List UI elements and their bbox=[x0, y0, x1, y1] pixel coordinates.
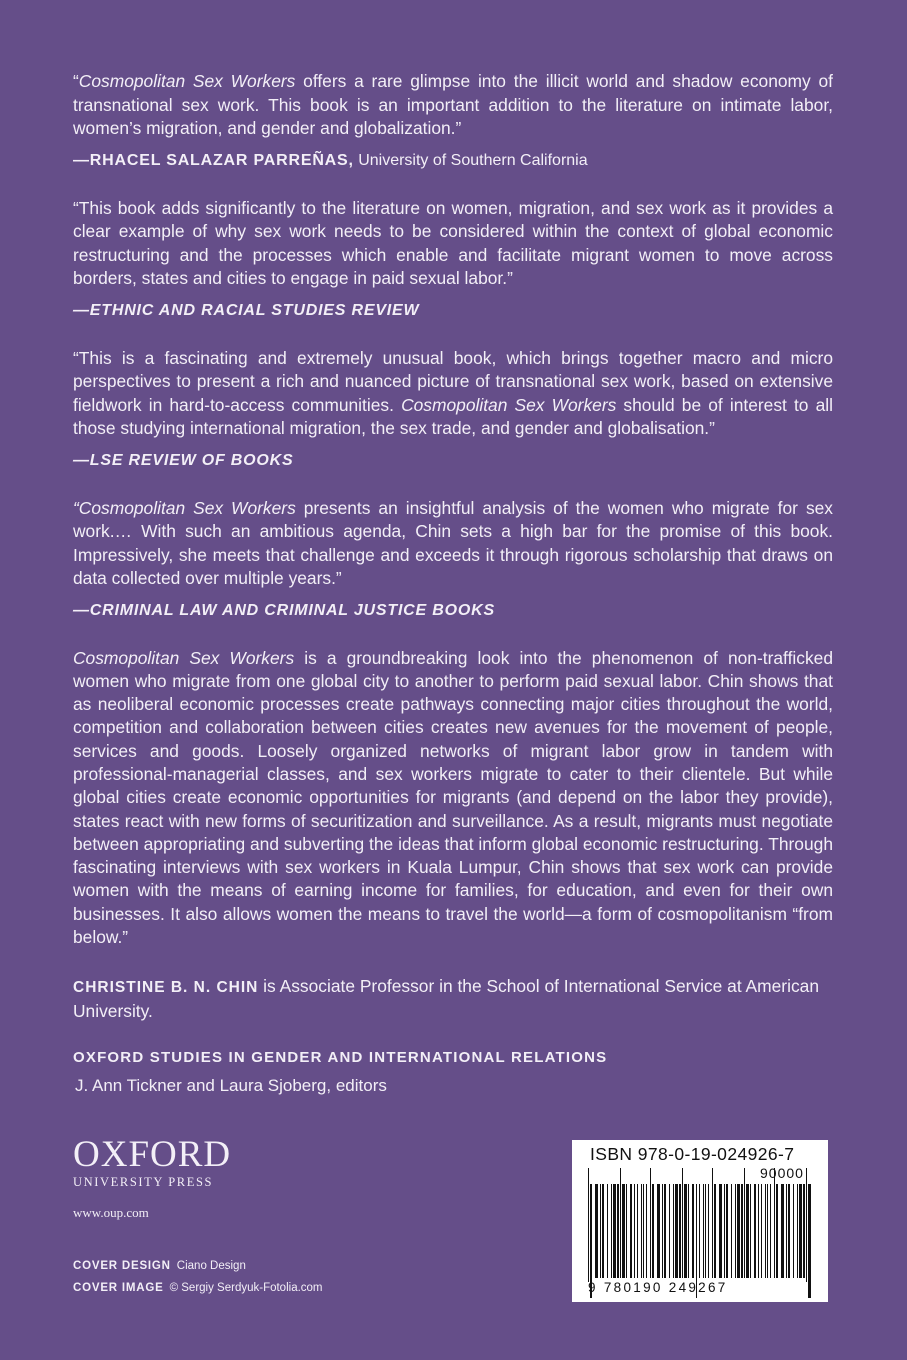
description-text: is a groundbreaking look into the phenomenon of non-trafficked women who migrate from one global city to another to perform paid sexual labor. Chin shows that as neoliberal economic processes create pathways connecting major cities throughout the world, competition and collaboration between cities creates new avenues for the movement of people, services and goods. Loosely organized networks of migrant labor grow in tandem with professional-managerial classes, and sex workers migrate to cater to their clientele. But while global cities create economic opportunities for migrants (and depend on the labor they provide), states react with new forms of securitization and surveillance. As a result, migrants must negotiate between appropriating and subverting the ideas that inform global economic restructuring. Through fascinating interviews with sex workers in Kuala Lumpur, Chin shows that sex work can provide women with the means of earning income for families, for education, and even for their own businesses. It also allows women the means to travel the world—a form of cosmopolitanism “from below.” bbox=[73, 647, 833, 948]
review-affiliation: University of Southern California bbox=[353, 151, 588, 169]
review-attribution bbox=[73, 151, 833, 171]
review-quote-segment: “This is a fascinating and extremely unusual book, which brings together macro and micro perspectives to present a rich and nuanced picture of transnational sex work, based on extensive fieldwork in hard-to-access communities. bbox=[73, 347, 833, 415]
barcode-bar bbox=[602, 1184, 604, 1278]
review-source: —LSE REVIEW OF BOOKS bbox=[73, 451, 294, 469]
publisher-url: www.oup.com bbox=[73, 1205, 149, 1220]
barcode-bar bbox=[765, 1184, 766, 1278]
barcode-bar bbox=[754, 1184, 756, 1278]
barcode-bar bbox=[746, 1184, 749, 1278]
barcode-bar bbox=[669, 1184, 670, 1278]
cover-image-value: © Sergiy Serdyuk-Fotolia.com bbox=[169, 1282, 323, 1294]
publisher-logo bbox=[73, 1134, 232, 1190]
review-quote-segment: Cosmopolitan Sex Workers bbox=[401, 394, 617, 415]
barcode-bar bbox=[682, 1168, 683, 1278]
review-quote-segment: “Cosmopolitan Sex Workers bbox=[73, 497, 296, 518]
review-source: —CRIMINAL LAW AND CRIMINAL JUSTICE BOOKS bbox=[73, 601, 495, 619]
book-description bbox=[73, 647, 833, 950]
barcode-bar bbox=[705, 1184, 706, 1278]
barcode-bar bbox=[744, 1168, 745, 1278]
barcode-bar bbox=[652, 1184, 654, 1278]
review-attribution bbox=[73, 451, 833, 471]
barcode-bar bbox=[712, 1168, 713, 1278]
barcode-bar bbox=[708, 1184, 709, 1278]
review-quote bbox=[73, 197, 833, 291]
barcode-bar bbox=[699, 1184, 700, 1278]
barcode-bar bbox=[781, 1184, 784, 1278]
review-attribution bbox=[73, 601, 833, 621]
barcode-bar bbox=[761, 1184, 762, 1278]
review-quote-segment: Cosmopolitan Sex Workers bbox=[78, 71, 296, 91]
barcode-bar bbox=[786, 1184, 787, 1278]
barcode-bar bbox=[634, 1184, 635, 1278]
barcode-bar bbox=[679, 1184, 681, 1278]
author-bio-text: is Associate Professor in the School of International Service at American University. bbox=[73, 976, 819, 1021]
barcode-bar bbox=[703, 1184, 704, 1278]
barcode-bar bbox=[613, 1184, 616, 1278]
barcode-bar bbox=[620, 1168, 621, 1278]
review-quote bbox=[73, 347, 833, 441]
cover-image-credit bbox=[73, 1277, 323, 1299]
barcode-bar bbox=[774, 1168, 775, 1278]
isbn-number: ISBN 978-0-19-024926-7 bbox=[590, 1144, 795, 1164]
barcode-bar bbox=[741, 1184, 743, 1278]
barcode-bar bbox=[767, 1184, 768, 1278]
barcode-bar bbox=[692, 1184, 694, 1278]
barcode-bar bbox=[799, 1184, 802, 1278]
reviews-section bbox=[73, 70, 833, 621]
cover-design-credit bbox=[73, 1255, 323, 1277]
review-quote-segment: “This book adds significantly to the literature on women, migration, and sex work as it provides a clear example of why sex work needs to be considered within the context of global economic restructuring and the processes which enable and facilitate migrant women to move across borders, states and cities to engage in paid sexual labor.” bbox=[73, 197, 833, 288]
barcode-bar bbox=[758, 1184, 759, 1278]
review-quote-segment: should be of interest to all those studying international migration, the sex trade, and gender and globalisation.” bbox=[73, 394, 833, 438]
barcode-bar bbox=[684, 1184, 687, 1278]
barcode-bar bbox=[737, 1184, 740, 1278]
barcode-bar bbox=[719, 1184, 722, 1278]
review-source: —RHACEL SALAZAR PARREÑAS, bbox=[73, 151, 354, 169]
publisher-name: OXFORD bbox=[73, 1134, 232, 1175]
cover-design-label: COVER DESIGN bbox=[73, 1260, 171, 1272]
barcode-bar bbox=[726, 1184, 728, 1278]
author-name: CHRISTINE B. N. CHIN bbox=[73, 979, 259, 997]
barcode-bar bbox=[675, 1184, 678, 1278]
series-title: OXFORD STUDIES IN GENDER AND INTERNATIONAL RELATIONS bbox=[73, 1049, 608, 1067]
barcode-bar bbox=[657, 1184, 660, 1278]
isbn-barcode bbox=[572, 1140, 828, 1302]
barcode-bar bbox=[600, 1184, 601, 1278]
barcode-bar bbox=[646, 1184, 647, 1278]
barcode-bar bbox=[588, 1168, 589, 1282]
barcode-bar bbox=[776, 1184, 778, 1278]
description-book-title: Cosmopolitan Sex Workers bbox=[73, 647, 295, 668]
barcode-bar bbox=[714, 1184, 716, 1278]
barcode-bar bbox=[724, 1184, 725, 1278]
series-editors: J. Ann Tickner and Laura Sjoberg, editors bbox=[75, 1076, 387, 1096]
review-quote-segment: “ bbox=[73, 71, 79, 91]
barcode-bar bbox=[607, 1184, 608, 1278]
review-quote bbox=[73, 497, 833, 591]
cover-image-label: COVER IMAGE bbox=[73, 1282, 164, 1294]
barcode-bar bbox=[630, 1184, 632, 1278]
barcode-bar bbox=[622, 1184, 625, 1278]
barcode-bar bbox=[650, 1168, 651, 1278]
barcode-bar bbox=[770, 1184, 771, 1278]
barcode-bar bbox=[793, 1184, 794, 1278]
back-cover-text bbox=[73, 70, 833, 1096]
barcode-bar bbox=[806, 1168, 807, 1282]
barcode-bar bbox=[617, 1184, 619, 1278]
barcode-bar bbox=[662, 1184, 663, 1278]
review-quote-segment: offers a rare glimpse into the illicit world and shadow economy of transnational sex work. This book is an important addition to the literature on intimate labor, women’s migration, and gender and globalization.” bbox=[73, 71, 833, 138]
barcode-bar bbox=[808, 1184, 811, 1298]
review-quote-segment: presents an insightful analysis of the women who migrate for sex work.… With such an ambitious agenda, Chin sets a high bar for the promise of this book. Impressively, she meets that challenge and exceeds it through rigorous scholarship that draws on data collected over multiple years.” bbox=[73, 497, 834, 588]
barcode-bar bbox=[797, 1184, 798, 1278]
barcode-digits: 9 780190 249267 bbox=[588, 1280, 728, 1295]
author-bio bbox=[73, 975, 833, 1023]
barcode-price-code: 90000 bbox=[760, 1165, 804, 1181]
barcode-bar bbox=[641, 1184, 642, 1278]
barcode-bar bbox=[664, 1184, 666, 1278]
barcode-bar bbox=[673, 1184, 674, 1278]
barcode-bar bbox=[637, 1184, 638, 1278]
barcode-bar bbox=[688, 1184, 689, 1278]
cover-design-value: Ciano Design bbox=[176, 1260, 246, 1272]
publisher-subtitle: UNIVERSITY PRESS bbox=[73, 1175, 214, 1189]
barcode-bar bbox=[803, 1184, 805, 1278]
barcode-bar bbox=[611, 1184, 612, 1278]
barcode-bar bbox=[735, 1184, 736, 1278]
review-quote bbox=[73, 70, 833, 141]
barcode-bar bbox=[731, 1184, 732, 1278]
barcode-bar bbox=[595, 1184, 598, 1278]
cover-credits bbox=[73, 1255, 323, 1299]
review-source: —ETHNIC AND RACIAL STUDIES REVIEW bbox=[73, 301, 420, 319]
barcode-bar bbox=[626, 1184, 627, 1278]
barcode-bar bbox=[750, 1184, 751, 1278]
barcode-bar bbox=[643, 1184, 644, 1278]
barcode-bar bbox=[788, 1184, 790, 1278]
review-attribution bbox=[73, 301, 833, 321]
